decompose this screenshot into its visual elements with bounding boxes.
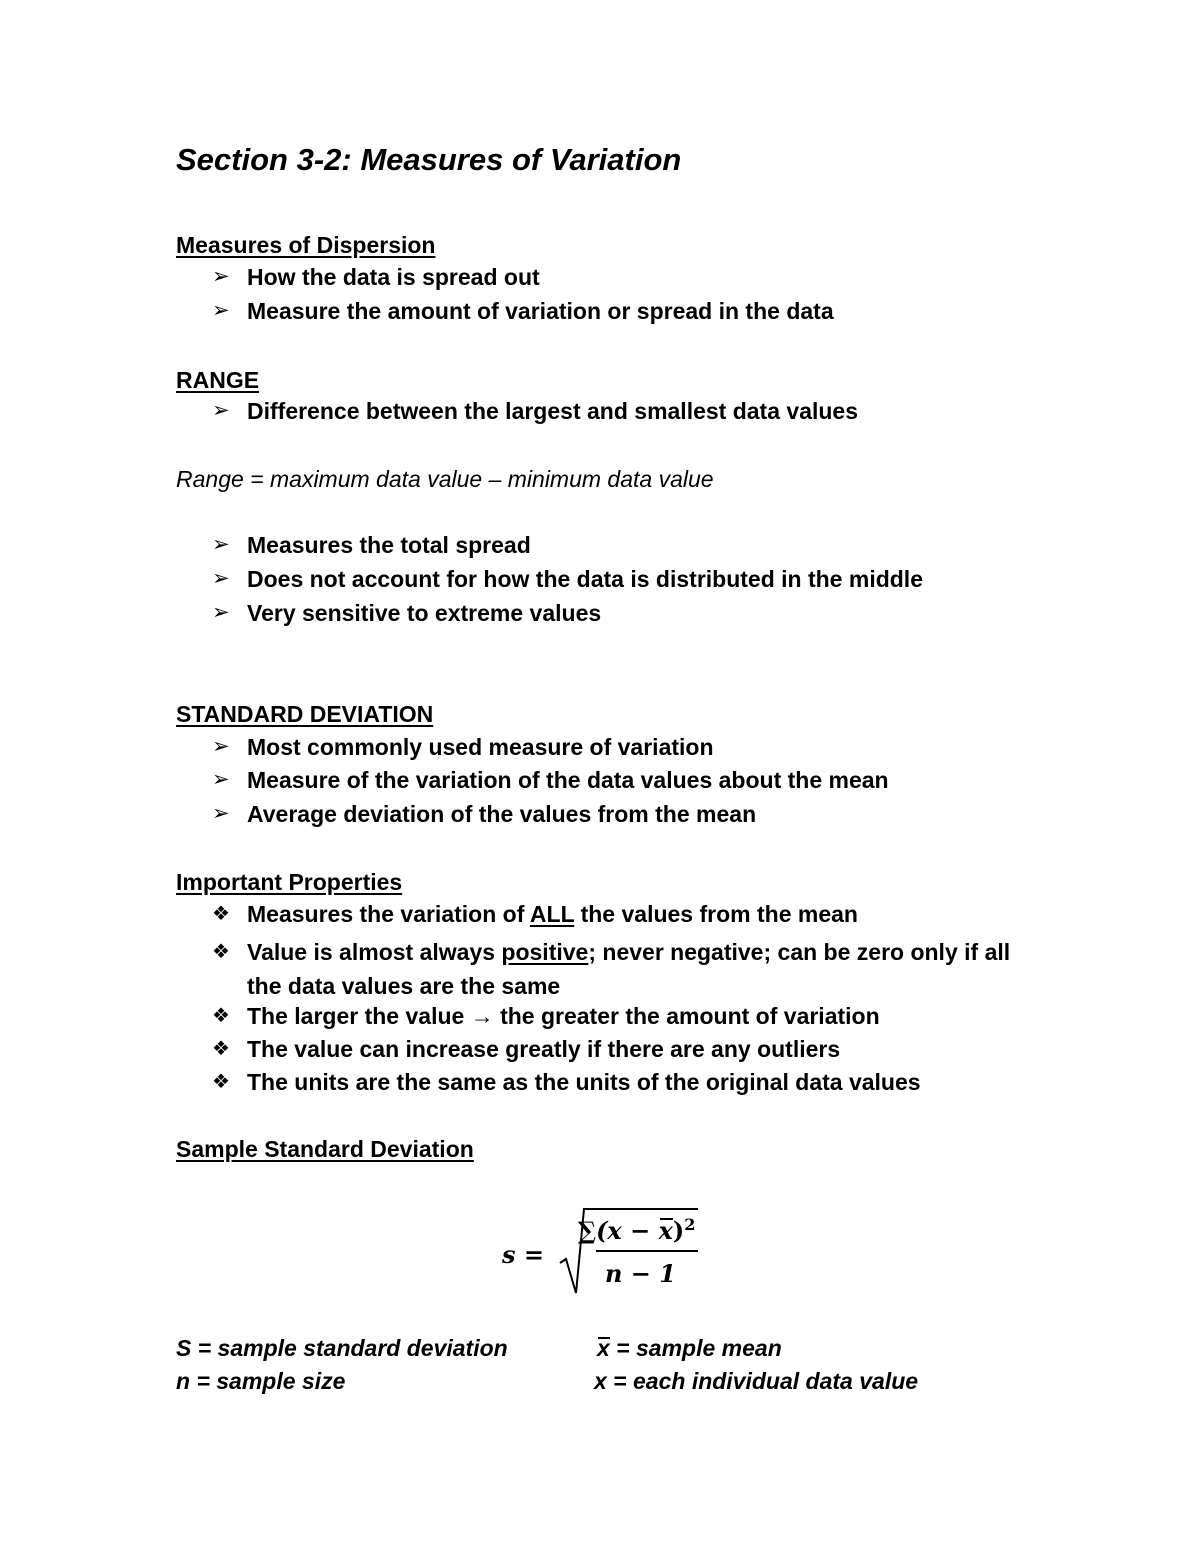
bullet-text: Very sensitive to extreme values (247, 600, 602, 626)
property-item (212, 1069, 921, 1096)
range-bullet (212, 398, 858, 425)
std-bullet (212, 767, 889, 794)
bullet-text: Most commonly used measure of variation (247, 734, 714, 760)
emphasis-all: ALL (529, 901, 575, 927)
std-heading: STANDARD DEVIATION (176, 701, 434, 727)
arrow-bullet-icon: ➢ (212, 399, 230, 422)
bullet-text: Measure the amount of variation or spread in the data (247, 298, 834, 324)
arrow-bullet-icon: ➢ (212, 601, 230, 624)
xbar-symbol: x (597, 1335, 610, 1361)
diamond-bullet-icon: ❖ (212, 941, 230, 963)
arrow-bullet-icon: ➢ (212, 735, 230, 758)
dispersion-heading: Measures of Dispersion (176, 232, 436, 258)
diamond-bullet-icon: ❖ (212, 903, 230, 925)
bullet-text: Does not account for how the data is distributed in the middle (247, 566, 923, 592)
legend-s: S = sample standard deviation (176, 1335, 508, 1361)
diamond-bullet-icon: ❖ (212, 1071, 230, 1093)
range-note (212, 600, 601, 627)
diamond-bullet-icon: ❖ (212, 1038, 230, 1060)
legend-xbar: x = sample mean (597, 1335, 782, 1361)
diamond-bullet-icon: ❖ (212, 1005, 230, 1027)
range-note (212, 532, 531, 559)
bullet-text: The units are the same as the units of the original data values (247, 1069, 921, 1095)
formula-numerator: $\sum(x - x)^2$ (578, 1215, 696, 1245)
sample-heading: Sample Standard Deviation (176, 1136, 474, 1162)
bullet-text: Measures the total spread (247, 532, 531, 558)
std-bullet (212, 801, 756, 828)
sum-symbol: ∑ (578, 1216, 597, 1245)
property-item (212, 1036, 840, 1063)
bullet-text: The larger the value → the greater the amount of variation (247, 1003, 880, 1029)
legend-x: x = each individual data value (594, 1368, 919, 1394)
emphasis-positive: positive (501, 939, 589, 965)
bullet-text: Difference between the largest and smallest data values (247, 398, 859, 424)
legend-n: n = sample size (176, 1368, 346, 1394)
property-item (212, 1003, 880, 1030)
page-title: Section 3-2: Measures of Variation (176, 142, 682, 177)
arrow-bullet-icon: ➢ (212, 265, 230, 288)
bullet-text: Measures the variation of ALL the values from the mean (247, 901, 858, 927)
bullet-text: Measure of the variation of the data values about the mean (247, 767, 889, 793)
bullet-text: How the data is spread out (247, 264, 540, 290)
range-heading: RANGE (176, 367, 260, 393)
formula-lhs: s = (502, 1240, 544, 1269)
property-item (212, 901, 858, 928)
formula-denominator: n − 1 (605, 1259, 676, 1288)
bullet-text: Value is almost always positive; never negative; can be zero only if all the data values are the same (247, 939, 1011, 999)
range-formula: Range = maximum data value – minimum data value (176, 466, 714, 492)
range-note (212, 566, 923, 593)
arrow-bullet-icon: ➢ (212, 533, 230, 556)
arrow-bullet-icon: ➢ (212, 802, 230, 825)
sample-std-formula (490, 1195, 720, 1305)
dispersion-bullet (212, 264, 540, 291)
arrow-bullet-icon: ➢ (212, 299, 230, 322)
exponent: 2 (684, 1215, 696, 1234)
bullet-text: Average deviation of the values from the mean (247, 801, 757, 827)
property-item (212, 935, 1012, 1003)
properties-heading: Important Properties (176, 869, 403, 895)
dispersion-bullet (212, 298, 834, 325)
arrow-bullet-icon: ➢ (212, 567, 230, 590)
std-bullet (212, 734, 714, 761)
bullet-text: The value can increase greatly if there are any outliers (247, 1036, 841, 1062)
arrow-bullet-icon: ➢ (212, 768, 230, 791)
xbar-symbol: x (658, 1216, 673, 1245)
